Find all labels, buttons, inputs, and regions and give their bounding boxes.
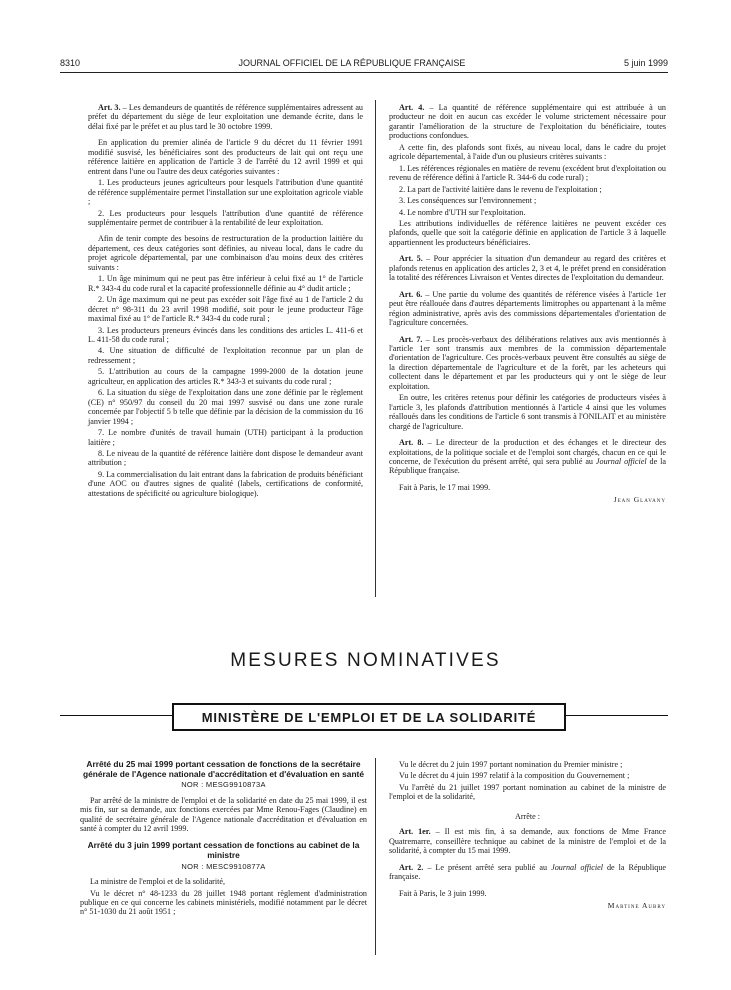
article-8 xyxy=(389,438,666,476)
signature: Jean Glavany xyxy=(613,495,666,505)
article-label: Art. 2. xyxy=(399,862,424,872)
article-label: Art. 7. xyxy=(399,334,423,344)
paragraph: 2. Les producteurs pour lesquels l'attribution d'une quantité de référence supplémentaire permet de contribuer à la rentabilité de leur exploitation. xyxy=(88,208,363,227)
ministry-rule-left xyxy=(60,715,172,716)
article-4 xyxy=(389,103,666,141)
paragraph: 5. L'attribution au cours de la campagne 1999-2000 de la dotation jeune agriculteur, en application des articles R.* 343-3 et suivants du code rural ; xyxy=(88,367,363,386)
paragraph: Par arrêté de la ministre de l'emploi et de la solidarité en date du 25 mai 1999, il est mis fin, sur sa demande, aux fonctions exercées par Mme Renou-Fages (Claudine) en qualité de secrétaire générale de l'Agence nationale d'accréditation et d'évaluation en santé à compter du 12 avril 1999. xyxy=(80,795,367,833)
left-column xyxy=(88,103,363,500)
nor-reference: NOR : MESG9910873A xyxy=(181,780,266,790)
article-label: Art. 3. xyxy=(98,103,121,112)
journal-officiel-ref: Journal officiel xyxy=(595,456,647,466)
signature: Martine Aubry xyxy=(607,900,666,910)
paragraph: Les attributions individuelles de référence laitières ne peuvent excéder ces plafonds, quelle que soit la catégorie définie en application de l'article 3 à laquelle appartiennent les producteurs bénéficiaires. xyxy=(389,218,666,247)
issue-date: 5 juin 1999 xyxy=(623,58,668,68)
article-text: de la République française. xyxy=(389,456,666,476)
section-title: MESURES NOMINATIVES xyxy=(230,650,501,671)
article-label: Art. 6. xyxy=(399,289,423,299)
bottom-left-column xyxy=(80,760,367,919)
article-text: de la République française. xyxy=(389,862,666,882)
paragraph: 7. Le nombre d'unités de travail humain (UTH) participant à la production laitière ; xyxy=(88,428,363,447)
article-text: – Il est mis fin, à sa demande, aux fonctions de Mme France Quatremarre, conseillère technique au cabinet de la ministre de l'emploi et de la solidarité, à compter du 15 mai 1999. xyxy=(389,827,666,856)
paragraph: Vu le décret du 2 juin 1997 portant nomination du Premier ministre ; xyxy=(399,760,623,769)
paragraph: 4. Une situation de difficulté de l'exploitation reconnue par un plan de redressement ; xyxy=(88,346,363,365)
article-label: Art. 1er. xyxy=(399,827,431,837)
paragraph: Vu le décret du 4 juin 1997 relatif à la composition du Gouvernement ; xyxy=(399,771,630,781)
nor-reference: NOR : MESC9910877A xyxy=(181,861,266,871)
paragraph: 2. La part de l'activité laitière dans le revenu de l'exploitation ; xyxy=(399,184,602,194)
paragraph: Vu le décret n° 48-1233 du 28 juillet 1948 portant règlement d'administration publique en ce qui concerne les cabinets ministériels, modifié notamment par le décret n° 51-1030 du 21 août 1951 ; xyxy=(80,888,367,917)
arrete-heading: Arrête : xyxy=(514,811,541,821)
paragraph: 9. La commercialisation du lait entrant dans la fabrication de produits bénéficiant d'une AOC ou d'autres signes de qualité (labels, certifications de conformité, attestations de spécificité ou agriculture biologique). xyxy=(88,469,363,498)
article-label: Art. 5. xyxy=(399,254,423,264)
paragraph: En outre, les critères retenus pour définir les catégories de producteurs visées à l'article 3, les plafonds d'attribution mentionnés à l'article 4 ainsi que les volumes réalloués dans les conditions de l'article 6 sont transmis à l'ONILAIT et au ministère chargé de l'agriculture. xyxy=(389,393,666,431)
paragraph: En application du premier alinéa de l'article 9 du décret du 11 février 1991 modifié susvisé, les bénéficiaires sont des producteurs de lait qui ont reçu une référence laitière en application de l'article 3 de l'arrêté du 12 avril 1999 et qui entrent dans l'une ou l'autre des deux catégories suivantes : xyxy=(88,138,363,176)
paragraph: 4. Le nombre d'UTH sur l'exploitation. xyxy=(399,207,526,217)
paragraph: 1. Un âge minimum qui ne peut pas être inférieur à celui fixé au 1° de l'article R.* 343-4 du code rural et la capacité professionnelle définie au 4° dudit article ; xyxy=(88,274,363,293)
paragraph: A cette fin, des plafonds sont fixés, au niveau local, dans le cadre du projet agricole départemental, à l'aide d'un ou plusieurs critères suivants : xyxy=(389,142,666,162)
ministry-heading: MINISTÈRE DE L'EMPLOI ET DE LA SOLIDARITÉ xyxy=(172,703,566,731)
paragraph: Vu l'arrêté du 21 juillet 1997 portant nomination au cabinet de la ministre de l'emploi et de la solidarité, xyxy=(389,782,666,802)
decree-title: Arrêté du 3 juin 1999 portant cessation de fonctions au cabinet de la ministre xyxy=(87,840,360,861)
paragraph: 8. Le niveau de la quantité de référence laitière dont dispose le demandeur avant attribution ; xyxy=(88,448,363,468)
paragraph: 1. Les références régionales en matière de revenu (excédent brut d'exploitation ou revenu de référence défini à l'article R. 344-6 du code rural) ; xyxy=(389,163,666,183)
paragraph: 6. La situation du siège de l'exploitation dans une zone définie par le règlement (CE) n° 950/97 du conseil du 20 mai 1997 susvisé ou dans une zone rurale concernée par l'objectif 5 b telle que définie par la décision de la commission du 16 janvier 1994 ; xyxy=(88,388,363,426)
decree-title: Arrêté du 25 mai 1999 portant cessation de fonctions de la secrétaire générale de l'Agence nationale d'accréditation et d'évaluation en santé xyxy=(82,759,365,779)
article-label: Art. 8. xyxy=(399,438,424,448)
page-header xyxy=(60,58,668,68)
article-6 xyxy=(389,290,666,328)
journal-title: JOURNAL OFFICIEL DE LA RÉPUBLIQUE FRANÇAISE xyxy=(238,58,466,68)
paragraph: 3. Les producteurs preneurs évincés dans les conditions des articles L. 411-6 et L. 411-58 du code rural ; xyxy=(88,325,363,344)
article-3 xyxy=(88,103,363,131)
article-text: – Le directeur de la production et des échanges et le directeur des exploitations, de la politique sociale et de l'emploi sont chargés, chacun en ce qui le concerne, de l'exécution du présent arrêté, qui sera publié au xyxy=(389,438,666,466)
article-2 xyxy=(389,863,666,882)
paragraph: La ministre de l'emploi et de la solidarité, xyxy=(90,877,226,887)
journal-officiel-ref: Journal officiel xyxy=(551,862,603,872)
article-text: – Les procès-verbaux des délibérations relatives aux avis mentionnés à l'article 1er sont transmis aux membres de la commission départementale d'orientation de l'agriculture. Ces procès-verbaux peuvent être consultés au siège de la direction départementale de l'agriculture et de la forêt, par les acheteurs qui collectent dans le département et par les producteurs qui y ont le siège de leur exploitation. xyxy=(389,334,666,391)
paragraph: 2. Un âge maximum qui ne peut pas excéder soit l'âge fixé au 1 de l'article 2 du décret n° 98-311 du 23 avril 1998 modifié, soit pour le jeune producteur l'âge maximal fixé au 1° de l'article R.* 343-4 du code rural ; xyxy=(88,295,363,324)
article-text: – Pour apprécier la situation d'un demandeur au regard des critères et plafonds retenus en application des articles 2, 3 et 4, le préfet prend en considération la totalité des références Livraison et Ventes directes de l'exploitation du demandeur. xyxy=(389,254,666,283)
article-1 xyxy=(389,827,666,855)
page-number: 8310 xyxy=(60,58,81,68)
bottom-right-column xyxy=(389,760,666,910)
done-at: Fait à Paris, le 3 juin 1999. xyxy=(399,888,487,898)
column-divider xyxy=(375,758,376,955)
paragraph: 1. Les producteurs jeunes agriculteurs pour lesquels l'attribution d'une quantité de référence supplémentaire permet l'installation sur une exploitation agricole viable ; xyxy=(88,178,363,207)
column-divider xyxy=(375,100,376,597)
article-text: – Les demandeurs de quantités de référence supplémentaires adressent au préfet du département du siège de leur exploitation une demande écrite, dans le délai fixé par le préfet et au plus tard le 30 octobre 1999. xyxy=(88,103,363,131)
ministry-rule-right xyxy=(566,715,668,716)
done-at: Fait à Paris, le 17 mai 1999. xyxy=(399,482,491,492)
article-text: – Le présent arrêté sera publié au xyxy=(423,862,552,872)
article-text: – La quantité de référence supplémentaire qui est attribuée à un producteur ne doit en aucun cas excéder le volume strictement nécessaire pour garantir l'amélioration de la structure de l'exploitation du bénéficiaire, toutes productions confondues. xyxy=(389,103,666,141)
article-5 xyxy=(389,254,666,282)
right-column xyxy=(389,103,666,505)
article-label: Art. 4. xyxy=(399,103,425,112)
article-7 xyxy=(389,335,666,392)
article-text: – Une partie du volume des quantités de référence visées à l'article 1er peut être réallouée dans d'autres départements limitrophes ou appartenant à la même région administrative, après avis des commissions départementales d'orientation de l'agriculture concernées. xyxy=(389,289,666,328)
paragraph: 3. Les conséquences sur l'environnement ; xyxy=(399,196,537,206)
paragraph: Afin de tenir compte des besoins de restructuration de la production laitière du département, ces deux catégories sont définies, au niveau local, dans le cadre du projet agricole départemental, par une combinaison d'au moins deux des critères suivants : xyxy=(88,234,363,272)
header-rule xyxy=(60,72,668,73)
